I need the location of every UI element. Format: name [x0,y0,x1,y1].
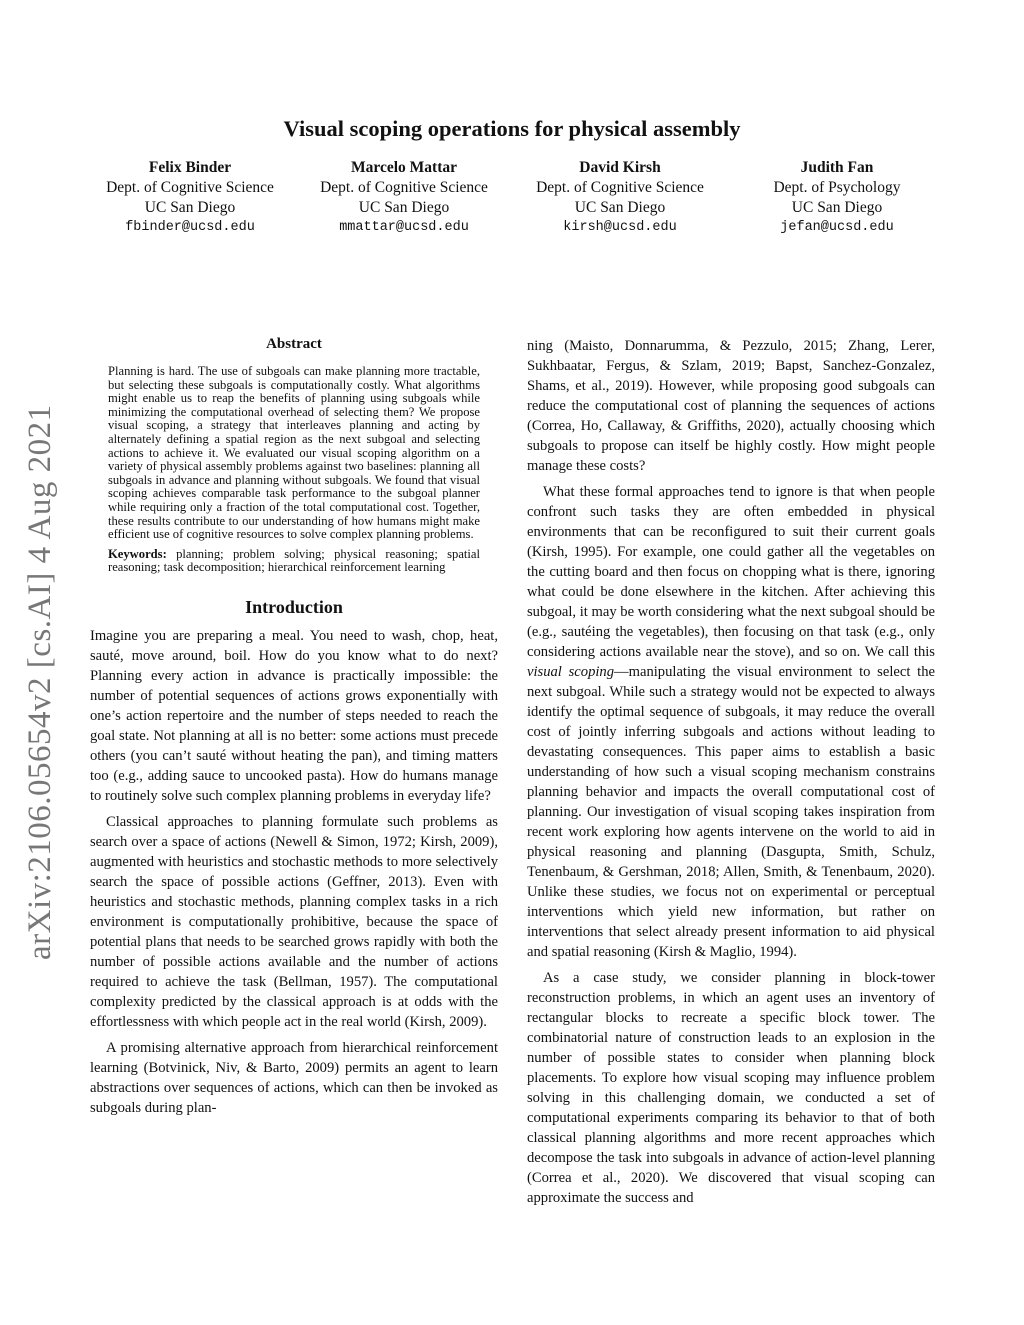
arxiv-identifier-stamp: arXiv:2106.05654v2 [cs.AI] 4 Aug 2021 [22,404,58,960]
author-dept: Dept. of Cognitive Science [536,179,704,196]
emphasized-term: visual scoping [527,664,615,680]
paragraph: Imagine you are preparing a meal. You need to wash, chop, heat, sauté, move around, boil. How do you know what to do next? Planning every action in advance is practically impossible: the number of potential sequences of actions grows exponentially with one’s action repertoire and the number of steps needed to reach the goal state. Not planning at all is no better: some actions must precede others (you can’t sauté without heating the pan), and timing matters too (e.g., adding sauce to uncooked pasta). How do humans manage to routinely solve such complex planning problems in everyday life? [90,627,498,804]
author-block [80,158,300,238]
author-email[interactable]: fbinder@ucsd.edu [125,220,255,235]
author-institution: UC San Diego [358,199,450,216]
author-dept: Dept. of Psychology [773,179,901,196]
paragraph-text: What these formal approaches tend to ignore is that when people confront such tasks they are often embedded in physical environments that can be reconfigured to suit their current goals (Kirsh, 1995). For example, one could gather all the vegetables on the cutting board and then focus on chopping what is there, ignoring what could be done elsewhere in the kitchen. After achieving this subgoal, it may be worth considering what the next subgoal should be (e.g., sautéing the vegetables), then focusing on that task (e.g., only considering actions available near the stove), and so on. We call this [527,484,935,660]
paper-title: Visual scoping operations for physical assembly [283,116,741,141]
right-column [527,336,935,1214]
author-name: David Kirsh [579,159,661,176]
author-dept: Dept. of Cognitive Science [320,179,488,196]
abstract-heading: Abstract [266,336,322,352]
paragraph-text: —manipulating the visual environment to select the next subgoal. While such a strategy would not be expected to always identify the optimal sequence of subgoals, it may reduce the overall cost of jointly inferring subgoals and actions without leading to devastating consequences. This paper aims to establish a basic understanding of how such a visual scoping mechanism constrains planning behavior and impacts the overall computational cost of planning. Our investigation of visual scoping takes inspiration from recent work exploring how agents intervene on the world to aid in physical reasoning and planning (Dasgupta, Smith, Schulz, Tenenbaum, & Gershman, 2018; Allen, Smith, & Tenenbaum, 2020). Unlike these studies, we focus not on experimental or perceptual interventions which yield new information, but rather on interventions that select already present information to aid physical and spatial reasoning (Kirsh & Maglio, 1994). [527,664,935,960]
abstract-section [108,336,480,575]
keywords [108,548,480,575]
paragraph [527,482,935,962]
section-heading-introduction: Introduction [245,596,343,617]
left-column [90,336,498,1124]
paragraph-continued: ning (Maisto, Donnarumma, & Pezzulo, 2015; Zhang, Lerer, Sukhbaatar, Fergus, & Szlam, 2019; Bapst, Sanchez-Gonzalez, Shams, et al., 2019). However, while proposing good subgoals can reduce the computational cost of planning the sequences of actions (Correa, Ho, Callaway, & Griffiths, 2020), actually choosing which subgoals to propose can itself be highly costly. How might people manage these costs? [527,338,935,474]
paragraph: Classical approaches to planning formulate such problems as search over a space of actions (Newell & Simon, 1972; Kirsh, 2009), augmented with heuristics and stochastic methods to more selectively search the space of possible actions (Geffner, 2013). Even with heuristics and stochastic methods, planning complex tasks in a rich environment is computationally prohibitive, because the space of potential plans that needs to be searched grows rapidly with both the number of possible actions available and the number of actions required to achieve the task (Bellman, 1957). The computational complexity predicted by the classical approach is at odds with the effortlessness with which people act in the real world (Kirsh, 2009). [90,813,498,1030]
author-email[interactable]: mmattar@ucsd.edu [339,220,469,235]
author-email[interactable]: kirsh@ucsd.edu [563,220,677,235]
abstract-body: Planning is hard. The use of subgoals can make planning more tractable, but selecting these subgoals is computationally costly. What algorithms might enable us to reap the benefits of planning using subgoals while minimizing the computational overhead of selecting them? We propose visual scoping, a strategy that interleaves planning and acting by alternately defining a spatial region as the next subgoal and selecting actions to achieve it. We evaluated our visual scoping algorithm on a variety of physical assembly problems against two baselines: planning all subgoals in advance and planning without subgoals. We found that visual scoping achieves comparable task performance to the subgoal planner while requiring only a fraction of the total computational cost. Together, these results contribute to our understanding of how humans might make efficient use of cognitive resources to solve complex planning problems. [108,364,480,542]
paragraph: A promising alternative approach from hierarchical reinforcement learning (Botvinick, Niv, & Barto, 2009) permits an agent to learn abstractions over sequences of actions, which can then be invoked as subgoals during plan- [90,1039,498,1116]
author-name: Judith Fan [800,159,874,176]
author-block [510,158,730,238]
author-name: Marcelo Mattar [350,159,457,176]
author-block [727,158,947,238]
author-name: Felix Binder [148,159,232,176]
paragraph: As a case study, we consider planning in block-tower reconstruction problems, in which an agent uses an inventory of rectangular blocks to recreate a specific block tower. The combinatorial nature of construction leads to an explosion in the number of possible states to consider when planning block placements. To explore how visual scoping may influence problem solving in this challenging domain, we conducted a set of computational experiments comparing its behavior to that of both classical planning algorithms and more recent approaches which decompose the task into subgoals in advance of action-level planning (Correa et al., 2020). We discovered that visual scoping can approximate the success and [527,970,935,1206]
author-institution: UC San Diego [144,199,236,216]
keywords-text: planning; problem solving; physical reasoning; spatial reasoning; task decomposition; hierarchical reinforcement learning [108,546,481,575]
author-institution: UC San Diego [574,199,666,216]
author-email[interactable]: jefan@ucsd.edu [780,220,894,235]
author-block [294,158,514,238]
author-institution: UC San Diego [791,199,883,216]
author-dept: Dept. of Cognitive Science [106,179,274,196]
keywords-label: Keywords: [108,546,167,561]
